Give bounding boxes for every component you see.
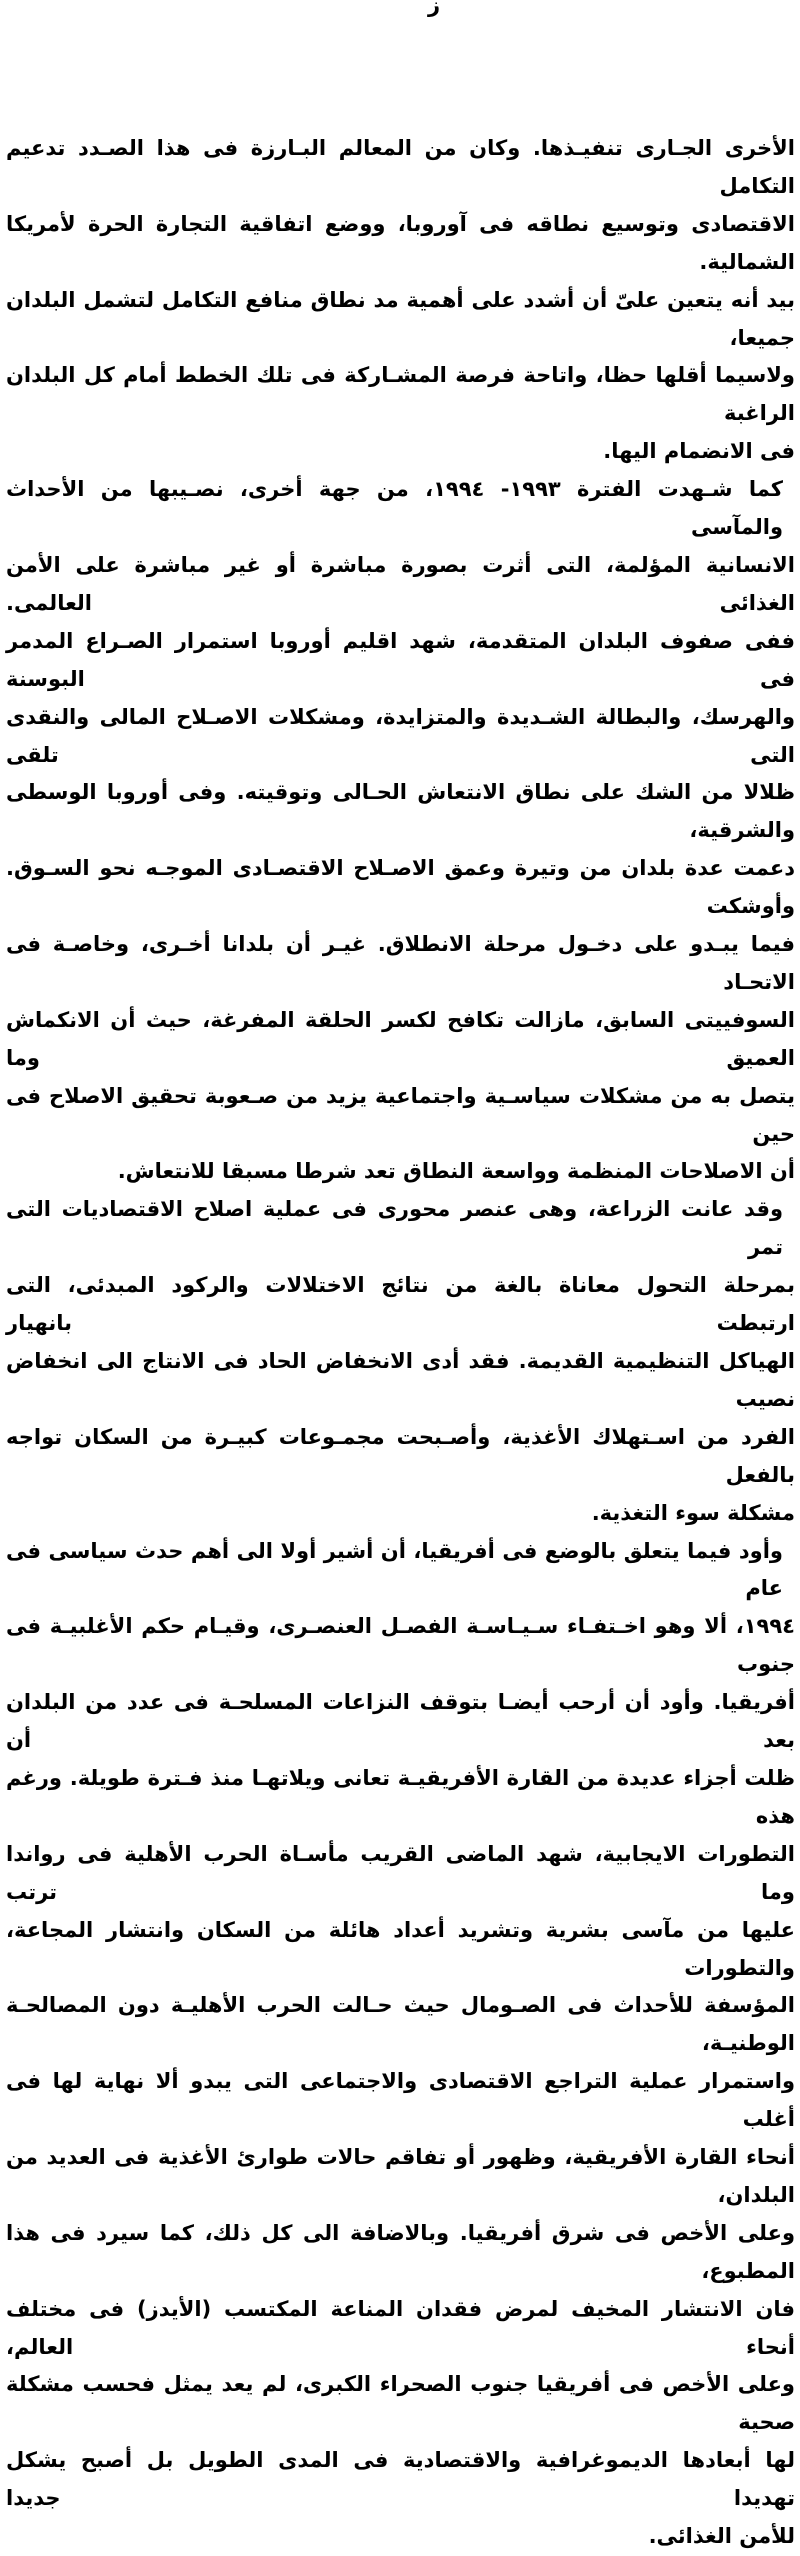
text-line: مشكلة سوء التغذية. (591, 1500, 795, 1525)
text-line: الاقتصادى وتوسيع نطاقه فى آوروبا، ووضع اتفاقية التجارة الحرة لأمريكا الشمالية. (6, 211, 795, 274)
text-line: ظلت أجزاء عديدة من القارة الأفريقيـة تعانى ويلاتهـا منذ فـترة طويلة. ورغم هذه (6, 1765, 795, 1828)
text-line: الأخرى الجـارى تنفيـذها. وكان من المعالم البـارزة فى هذا الصـدد تدعيم التكامل (6, 136, 795, 198)
text-line: أفريقيا. وأود أن أرحب أيضـا بتوقف النزاعات المسلحـة فى عدد من البلدان بعد أن (6, 1690, 795, 1753)
text-line: بمرحلة التحول معاناة بالغة من نتائج الاختلالات والركود المبدئى، التى ارتبطت بانهيار (6, 1273, 795, 1336)
text-line: بيد أنه يتعين علىّ أن أشدد على أهمية مد نطاق منافع التكامل لتشمل البلدان جميعا، (6, 287, 795, 350)
text-line: واستمرار عملية التراجع الاقتصادى والاجتماعى التى يبدو ألا نهاية لها فى أغلب (6, 2069, 795, 2132)
text-line: وقد عانت الزراعة، وهى عنصر محورى فى عملية اصلاح الاقتصاديات التى تمر (6, 1197, 783, 1260)
text-line: للأمن الغذائى. (648, 2524, 795, 2549)
text-line: فيما يبـدو على دخـول مرحلة الانطلاق. غيـر أن بلدانا أخـرى، وخاصـة فى الاتحـاد (6, 932, 795, 994)
text-line: المؤسفة للأحداث فى الصـومال حيث حـالت الحرب الأهليـة دون المصالحـة الوطنيـة، (6, 1993, 795, 2056)
text-line: وعلى الأخص فى أفريقيا جنوب الصحراء الكبرى، لم يعد يمثل فحسب مشكلة صحية (6, 2372, 795, 2435)
text-line: عليها من مآسى بشرية وتشريد أعداد هائلة من السكان وانتشار المجاعة، والتطورات (6, 1917, 795, 1980)
paragraph (6, 1533, 795, 2556)
text-line: يتصل به من مشكلات سياسـية واجتماعية يزيد من صـعوبة تحقيق الاصلاح فى حين (6, 1083, 795, 1146)
paragraph (6, 1191, 795, 1532)
text-line: أنحاء القارة الأفريقية، وظهور أو تفاقم حالات طوارئ الأغذية فى العديد من البلدان، (6, 2145, 795, 2207)
text-line: التطورات الايجابية، شهد الماضى القريب مأسـاة الحرب الأهلية فى رواندا وما ترتب (6, 1841, 795, 1904)
paragraph (6, 471, 795, 1191)
text-line: لها أبعادها الديموغرافية والاقتصادية فى المدى الطويل بل أصبح يشكل تهديدا جديدا (6, 2448, 795, 2511)
text-line: الفرد من اسـتهلاك الأغذية، وأصـبحت مجمـوعات كبيـرة من السكان تواجه بالفعل (6, 1424, 795, 1487)
text-line: وأود فيما يتعلق بالوضع فى أفريقيا، أن أشير أولا الى أهم حدث سياسى فى عام (6, 1538, 783, 1601)
text-line: دعمت عدة بلدان من وتيرة وعمق الاصـلاح الاقتصـادى الموجـه نحو السـوق. وأوشكت (6, 856, 795, 919)
text-line: وعلى الأخص فى شرق أفريقيا. وبالاضافة الى كل ذلك، كما سيرد فى هذا المطبوع، (6, 2220, 795, 2283)
page-number: ز (427, 0, 441, 17)
text-line: أن الاصلاحات المنظمة وواسعة النطاق تعد شرطا مسبقا للانتعاش. (117, 1159, 795, 1184)
body-text (6, 130, 795, 2556)
text-line: والهرسك، والبطالة الشـديدة والمتزايدة، ومشكلات الاصـلاح المالى والنقدى التى تلقى (6, 704, 795, 767)
text-line: ظلالا من الشك على نطاق الانتعاش الحـالى وتوقيته. وفى أوروبا الوسطى والشرقية، (6, 780, 795, 843)
text-line: ففى صفوف البلدان المتقدمة، شهد اقليم أوروبا استمرار الصـراع المدمر فى البوسنة (6, 628, 795, 691)
text-line: الهياكل التنظيمية القديمة. فقد أدى الانخفاض الحاد فى الانتاج الى انخفاض نصيب (6, 1349, 795, 1411)
paragraph (6, 130, 795, 471)
text-line: ولاسيما أقلها حظا، واتاحة فرصة المشـاركة فى تلك الخطط أمام كل البلدان الراغبة (6, 363, 795, 426)
text-line: فى الانضمام اليها. (603, 439, 795, 464)
text-line: فان الانتشار المخيف لمرض فقدان المناعة المكتسب (الأيدز) فى مختلف أنحاء العالم، (6, 2296, 795, 2359)
text-line: ١٩٩٤، ألا وهو اخـتفـاء سـيـاسـة الفصـل العنصـرى، وقيـام حكم الأغلبيـة فى جنوب (6, 1614, 795, 1677)
text-line: السوفييتى السابق، مازالت تكافح لكسر الحلقة المفرغة، حيث أن الانكماش العميق وما (6, 1007, 795, 1070)
text-line: الانسانية المؤلمة، التى أثرت بصورة مباشرة أو غير مباشرة على الأمن الغذائى العالمى. (6, 552, 795, 615)
text-line: كما شـهدت الفترة ١٩٩٣- ١٩٩٤، من جهة أخرى، نصـيبها من الأحداث والمآسى (6, 477, 784, 540)
